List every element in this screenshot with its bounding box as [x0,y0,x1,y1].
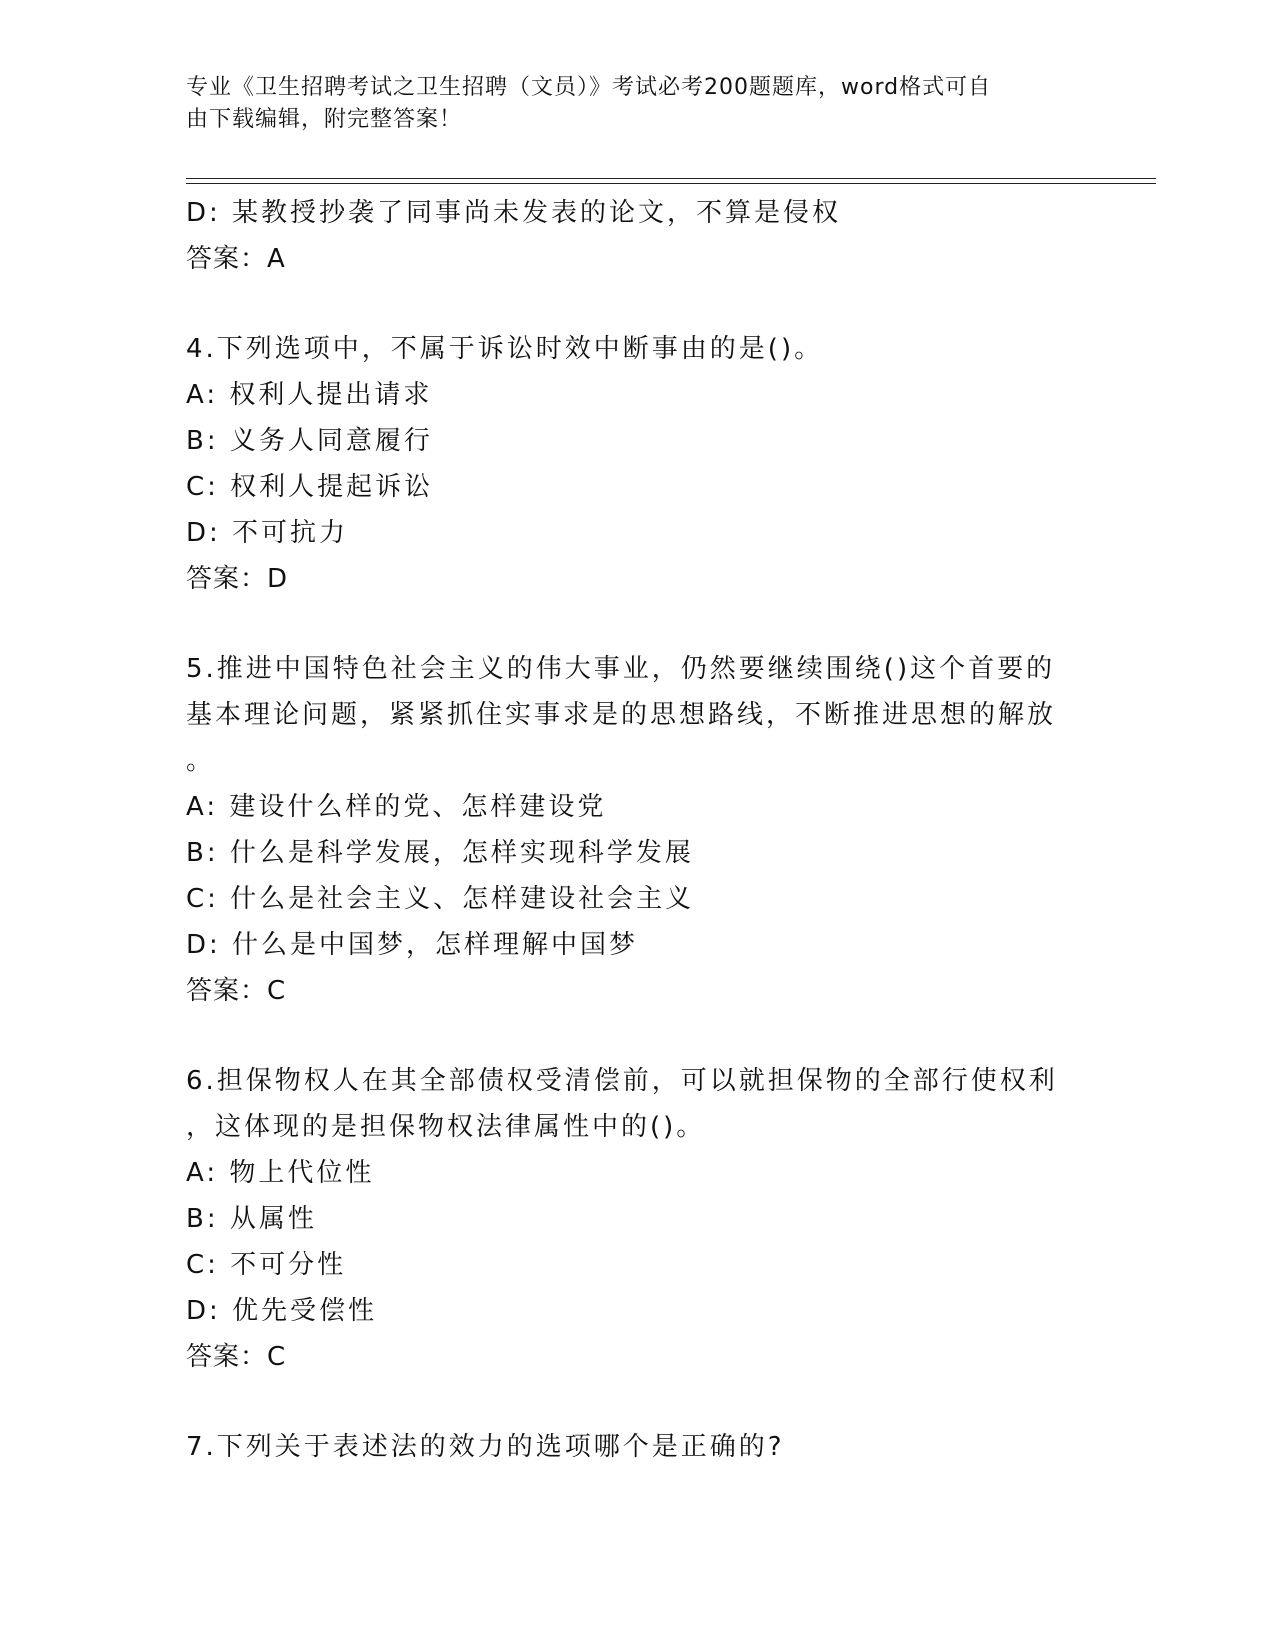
spacer [186,1014,1066,1058]
option-b: B: 义务人同意履行 [186,426,433,456]
option-a: A: 建设什么样的党、怎样建设党 [186,792,607,822]
header-rule-top [186,178,1156,179]
header-rule-bottom [186,183,1156,184]
question-stem: 7.下列关于表述法的效力的选项哪个是正确的? [186,1432,785,1462]
document-body [186,190,1066,1470]
question-stem: 5.推进中国特色社会主义的伟大事业，仍然要继续围绕()这个首要的 [186,654,1056,684]
option-c: C: 什么是社会主义、怎样建设社会主义 [186,884,695,914]
question-7 [186,1424,1066,1470]
header-line-1: 专业《卫生招聘考试之卫生招聘（文员）》考试必考200题题库，word格式可自 [186,75,992,100]
question-6 [186,1058,1066,1380]
option-a: A: 物上代位性 [186,1158,375,1188]
spacer [186,282,1066,326]
option-c: C: 不可分性 [186,1250,347,1280]
answer-line: 答案：C [186,976,287,1006]
header-line-2: 由下载编辑，附完整答案！ [186,107,463,132]
question-4 [186,326,1066,602]
question-stem-continued: ，这体现的是担保物权法律属性中的()。 [186,1112,706,1142]
answer-line: 答案：A [186,244,286,274]
answer-line: 答案：D [186,564,289,594]
option-b: B: 什么是科学发展，怎样实现科学发展 [186,838,694,868]
option-d: D: 优先受偿性 [186,1296,378,1326]
document-header [186,72,1066,136]
option-c: C: 权利人提起诉讼 [186,472,434,502]
option-a: A: 权利人提出请求 [186,380,433,410]
question-stem-continued: 。 [186,746,216,776]
option-d: D: 不可抗力 [186,518,349,548]
question-stem: 6.担保物权人在其全部债权受清偿前，可以就担保物的全部行使权利 [186,1066,1058,1096]
spacer [186,602,1066,646]
question-5 [186,646,1066,1014]
question-stem: 4.下列选项中，不属于诉讼时效中断事由的是()。 [186,334,824,364]
option-d: D: 什么是中国梦，怎样理解中国梦 [186,930,639,960]
answer-line: 答案：C [186,1342,287,1372]
option-d: D: 某教授抄袭了同事尚未发表的论文，不算是侵权 [186,198,842,228]
spacer [186,1380,1066,1424]
question-stem-continued: 基本理论问题，紧紧抓住实事求是的思想路线，不断推进思想的解放 [186,700,1057,730]
option-b: B: 从属性 [186,1204,317,1234]
